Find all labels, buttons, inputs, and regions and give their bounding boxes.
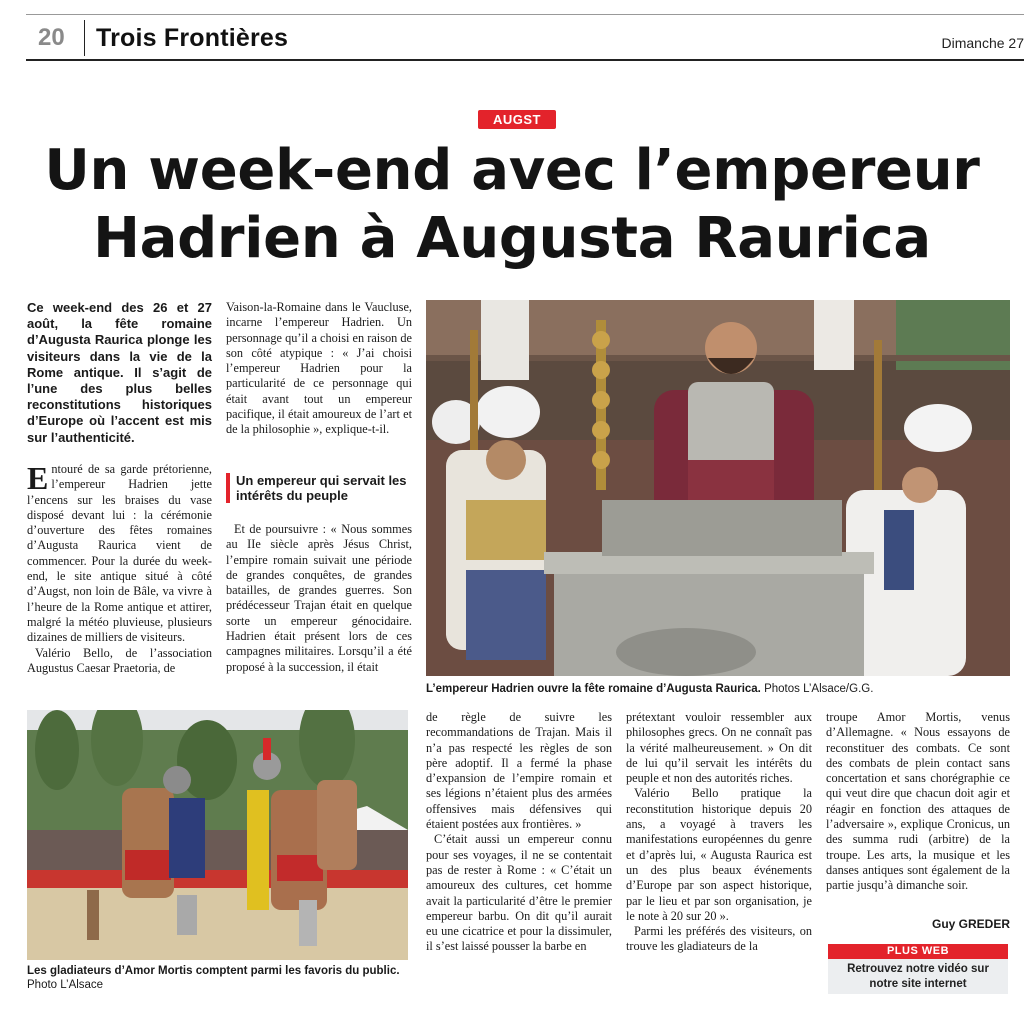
col1-paragraph-2: Valério Bello, de l’association Augustus Caesar Praetoria, de — [27, 645, 212, 675]
col3-paragraph-2: C’était aussi un empereur connu pour ses voyages, il ne se contentait pas de rester à Rome : « C’était un amoureux des cultures, cet homme avait la particularité d’être le premier empereur barbu. On dit qu’il aurait eu une cicatrice et pour la dissimuler, il s’est laissé pousser la barbe en — [426, 832, 612, 954]
col3-paragraph-1: de règle de suivre les recommandations de Trajan. Mais il n’a pas respecté les règles de son père adoptif. Il a fermé la phase d’expansion de l’empire romain et ses légions n’étaient plus des armées offensives mais défensives qui étaient postées aux frontières. » — [426, 710, 612, 832]
col5-paragraph-1: troupe Amor Mortis, venus d’Allemagne. « Nous essayons de reconstituer des combats. Ce sont des combats de plein contact sans concertation et sans chorégraphie ce qui veut dire que chacun doit agir et réagir en fonction des attaques de l’adversaire », explique Cronicus, un des summa rudi (arbitre) de la troupe. Les arts, la musique et les danses antiques sont également de la partie jusqu’à dimanche soir. — [826, 710, 1010, 893]
glad-photo-credit: Photo L’Alsace — [27, 979, 104, 991]
section-title: Trois Frontières — [96, 24, 289, 52]
col2-paragraph-2: Et de poursuivre : « Nous sommes au IIe siècle après Jésus Christ, l’empire romain suivait une période de grandes conquêtes, de grandes batailles, de grandes guerres. Son prédécesseur Trajan était en quelque sorte un empereur génocidaire. Hadrien était présent lors de ces campagnes militaires. Lorsqu’il a été proposé à la succession, il était — [226, 522, 412, 674]
page-number: 20 — [38, 24, 65, 51]
article-lead: Ce week-end des 26 et 27 août, la fête romaine d’Augusta Raurica plonge les visiteurs dans la vie de la Rome antique. Il s’agit de l’une des plus belles reconstitutions historiques d’Europe où l’accent est mis sur l’authenticité. — [27, 300, 212, 445]
plus-web-tab: PLUS WEB — [828, 944, 1008, 959]
gladiator-photo-illustration — [27, 710, 408, 960]
subhead: Un empereur qui servait les intérêts du peuple — [226, 473, 412, 503]
author-signature: Guy GREDER — [931, 917, 1010, 931]
col1-paragraph-1: ntouré de sa garde prétorienne, l’empereur Hadrien jette l’encens sur les braises du vase disposé devant lui : la cérémonie d’ouverture des fêtes romaines d’Augusta Raurica vient de commencer. Pour la durée du week-end, le site antique situé à côté d’Augst, non loin de Bâle, va vivre à l’heure de la Rome antique et attirer, malgré la météo pluvieuse, plusieurs dizaines de milliers de visiteurs. — [27, 462, 212, 645]
gladiator-photo — [27, 710, 408, 960]
main-photo-caption — [426, 682, 1010, 696]
col2-paragraph-1: Vaison-la-Romaine dans le Vaucluse, incarne l’empereur Hadrien. Un personnage qu’il a choisi en raison de son côté atypique : « J’ai choisi l’empereur Hadrien pour la particularité de ce personnage qui était avant tout un empereur pacifique, il était amoureux de l’art et de la philosophie », explique-t-il. — [226, 300, 412, 437]
col4-paragraph-1: prétextant vouloir ressembler aux philosophes grecs. On ne connaît pas la vérité malheureusement. » On dit de lui qu’il servait les intérêts du peuple et non des autorités riches. — [626, 710, 812, 786]
header-top-rule — [26, 14, 1024, 15]
column-3 — [426, 710, 612, 955]
main-photo-illustration — [426, 300, 1010, 676]
header-divider — [84, 20, 85, 56]
main-caption-text: L’empereur Hadrien ouvre la fête romaine d’Augusta Raurica. — [426, 683, 761, 695]
col4-paragraph-2: Valério Bello pratique la reconstitution historique depuis 20 ans, a voyagé à travers les manifestations européennes du genre et d’après lui, « Augusta Raurica est un des plus beaux événements d’Europe par son aspect historique, par le lieu et par son organisation, je le note à 20 sur 20 ». — [626, 786, 812, 923]
column-4 — [626, 710, 812, 955]
kicker-tag: AUGST — [478, 110, 556, 129]
headline: Un week-end avec l’empereur Hadrien à Augusta Raurica — [44, 138, 980, 271]
header-bottom-rule — [26, 59, 1024, 61]
glad-caption-text: Les gladiateurs d’Amor Mortis comptent parmi les favoris du public. — [27, 965, 400, 977]
column-2-top — [226, 300, 412, 438]
main-photo-credit: Photos L’Alsace/G.G. — [764, 683, 874, 695]
column-2-bottom — [226, 522, 412, 675]
main-photo — [426, 300, 1010, 676]
issue-date: Dimanche 27 — [941, 35, 1024, 51]
column-1 — [27, 462, 212, 676]
column-5 — [826, 710, 1010, 894]
drop-cap: E — [27, 460, 49, 496]
gladiator-photo-caption — [27, 964, 408, 992]
col4-paragraph-3: Parmi les préférés des visiteurs, on trouve les gladiateurs de la — [626, 924, 812, 954]
plus-web-text[interactable]: Retrouvez notre vidéo sur notre site internet — [847, 963, 989, 990]
